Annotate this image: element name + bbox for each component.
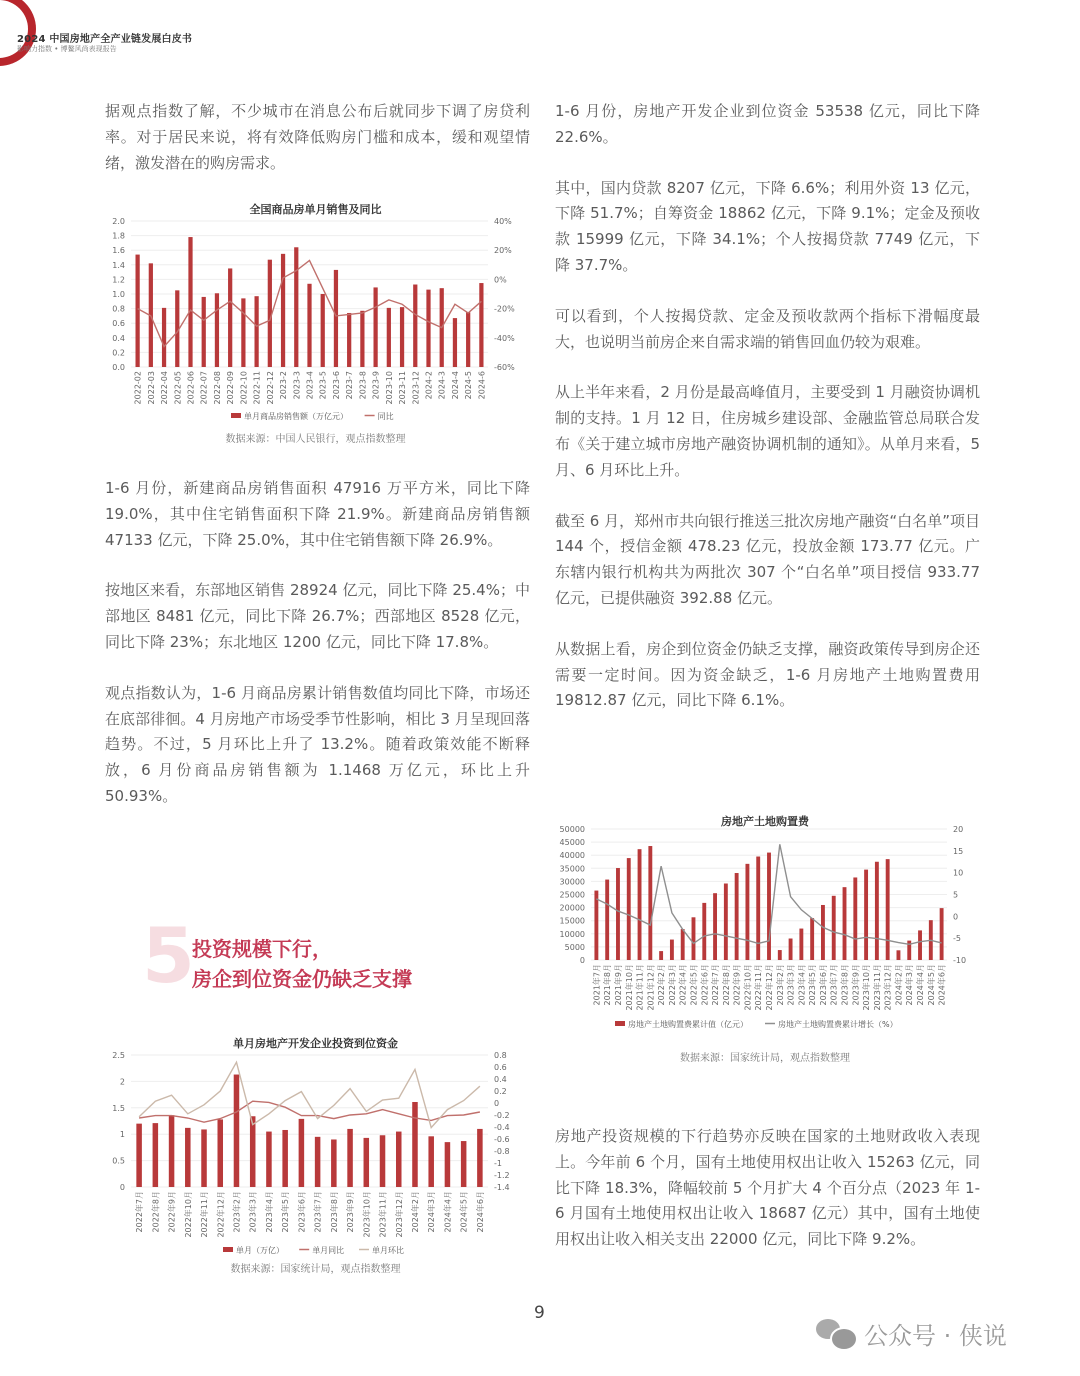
bar: [843, 887, 847, 960]
y-tick-left: 1.5: [112, 1103, 125, 1113]
bar: [250, 1116, 256, 1187]
chart-sales-svg: [103, 193, 528, 425]
x-tick: 2021年12月: [646, 964, 656, 1011]
bar: [940, 908, 944, 960]
bar: [294, 247, 298, 367]
x-tick: 2024年2月: [410, 1191, 420, 1233]
paragraph: 1-6 月份，新建商品房销售面积 47916 万平方米，同比下降 19.0%，其中住宅销售面积下降 21.9%。新建商品房销售额 47133 亿元，下降 25.0%，其中住宅销售额下降 26.9%。: [105, 479, 530, 549]
y-tick-right: 0: [953, 912, 959, 922]
x-tick: 2022-09: [226, 371, 236, 405]
bar: [832, 896, 836, 960]
y-tick-right: 40%: [494, 217, 512, 226]
x-tick: 2023年2月: [775, 964, 785, 1006]
legend-label: 单月环比: [372, 1246, 404, 1255]
x-tick: 2023年9月: [346, 1191, 356, 1233]
bar: [202, 297, 206, 367]
x-tick: 2022-06: [186, 371, 196, 405]
x-tick: 2023年9月: [851, 964, 861, 1006]
legend-swatch: [615, 1021, 625, 1026]
y-tick-left: 2.5: [112, 1051, 125, 1060]
x-tick: 2024年5月: [459, 1191, 469, 1233]
x-tick: 2023年3月: [248, 1191, 258, 1233]
x-tick: 2023年5月: [808, 964, 818, 1006]
watermark: [816, 1316, 1007, 1351]
y-tick-left: 0.8: [112, 304, 125, 314]
x-tick: 2023年7月: [313, 1191, 323, 1233]
y-tick-right: -1: [494, 1159, 502, 1168]
bar: [185, 1128, 191, 1187]
bar: [616, 868, 620, 960]
x-tick: 2022年5月: [689, 964, 699, 1006]
y-tick-right: -1.2: [494, 1171, 510, 1180]
x-tick: 2023-8: [358, 371, 368, 400]
section-title-line1: 投资规模下行，: [192, 937, 332, 961]
chart-land-svg: [555, 805, 975, 1035]
y-tick-left: 5000: [564, 942, 585, 952]
bar: [659, 951, 663, 960]
page-number: 9: [534, 1303, 545, 1323]
x-tick: 2022年10月: [183, 1191, 193, 1238]
chart-sales-source: 数据来源：中国人民银行，观点指数整理: [225, 434, 406, 445]
bar: [347, 313, 351, 367]
x-tick: 2024年3月: [905, 964, 915, 1006]
x-tick: 2023-7: [345, 371, 355, 400]
bar: [234, 1075, 240, 1187]
bar: [373, 287, 377, 367]
y-tick-left: 1: [119, 1130, 125, 1140]
x-tick: 2023年10月: [862, 964, 872, 1011]
x-tick: 2024-5: [464, 371, 474, 400]
y-tick-right: 10: [953, 868, 964, 878]
y-tick-right: 5: [953, 890, 959, 900]
legend-swatch: [231, 413, 241, 418]
y-tick-left: 1.4: [112, 260, 125, 270]
x-tick: 2023年11月: [378, 1191, 388, 1238]
y-tick-left: 45000: [559, 838, 585, 848]
bar: [864, 870, 868, 960]
y-tick-left: 1.6: [112, 246, 125, 256]
bar: [136, 1124, 142, 1187]
x-tick: 2023年4月: [797, 964, 807, 1006]
bar: [461, 1141, 467, 1187]
bar: [266, 1132, 272, 1187]
x-tick: 2023年6月: [297, 1191, 307, 1233]
y-tick-left: 25000: [559, 890, 585, 900]
paragraph: 据观点指数了解，不少城市在消息公布后就同步下调了房贷利率。对于居民来说，将有效降低购房门槛和成本，缓和观望情绪，激发潜在的购房需求。: [105, 102, 530, 172]
x-tick: 2022年10月: [743, 964, 753, 1011]
y-tick-right: -0.8: [494, 1147, 510, 1156]
paragraph: 从数据上看，房企到位资金仍缺乏支撑，融资政策传导到房企还需要一定时间。因为资金缺乏，1-6 月房地产土地购置费用 19812.87 亿元，同比下降 6.1%。: [555, 639, 980, 710]
bar: [331, 1139, 337, 1187]
bar: [692, 917, 696, 960]
y-tick-right: -5: [953, 934, 961, 944]
legend-label: 单月（万亿）: [236, 1246, 284, 1255]
x-tick: 2023-4: [305, 371, 315, 400]
x-tick: 2023-9: [371, 371, 381, 400]
x-tick: 2022年7月: [135, 1191, 145, 1233]
chart-funds: [103, 1027, 528, 1259]
bar: [315, 1137, 321, 1187]
y-tick-right: 0.4: [494, 1075, 507, 1084]
x-tick: 2023-10: [384, 371, 394, 405]
bar: [188, 237, 192, 367]
x-tick: 2021年7月: [592, 964, 602, 1006]
y-tick-left: 40000: [559, 851, 585, 861]
bar: [413, 285, 417, 367]
bar: [745, 864, 749, 960]
bar: [638, 849, 642, 960]
bar: [396, 1132, 402, 1187]
x-tick: 2023年7月: [829, 964, 839, 1006]
bar: [724, 883, 728, 960]
bar: [466, 312, 470, 367]
x-tick: 2022-12: [265, 371, 275, 405]
x-tick: 2022-03: [146, 371, 156, 405]
chart-sales: [103, 193, 528, 425]
y-tick-left: 0.2: [112, 348, 125, 358]
bar: [453, 318, 457, 367]
y-tick-right: 20%: [494, 246, 512, 256]
bar: [778, 950, 782, 960]
bar: [228, 268, 232, 367]
bar: [169, 1115, 175, 1187]
x-tick: 2024-3: [437, 371, 447, 400]
y-tick-left: 0.0: [112, 363, 125, 372]
y-tick-left: 0: [119, 1183, 125, 1192]
x-tick: 2022-04: [160, 371, 170, 405]
x-tick: 2022年6月: [700, 964, 710, 1006]
bar: [594, 891, 598, 960]
x-tick: 2021年11月: [635, 964, 645, 1011]
y-tick-left: 1.0: [112, 290, 125, 299]
bar: [627, 858, 631, 960]
x-tick: 2023年3月: [786, 964, 796, 1006]
y-tick-left: 0.6: [112, 319, 125, 329]
x-tick: 2023年12月: [394, 1191, 404, 1238]
x-tick: 2023年2月: [232, 1191, 242, 1233]
bar: [321, 294, 325, 367]
legend-swatch: [223, 1247, 233, 1252]
y-tick-left: 1.8: [112, 231, 125, 241]
bar: [821, 905, 825, 960]
paragraph: 房地产投资规模的下行趋势亦反映在国家的土地财政收入表现上。今年前 6 个月，国有土地使用权出让收入 15263 亿元，同比下降 18.3%，降幅较前 5 个月扩大 4 个百分点（2023 年 1-6 月国有土地使用权出让收入 18687 亿元）其中，国有土地使用权出让收入相关支出 22000 亿元，同比下降 9.2%。: [555, 1127, 980, 1249]
bar: [347, 1129, 353, 1187]
left-column-top: [105, 99, 530, 201]
bar: [215, 293, 219, 367]
x-tick: 2024-2: [424, 371, 434, 400]
paragraph: 其中，国内贷款 8207 亿元，下降 6.6%；利用外资 13 亿元，下降 51.7%；自筹资金 18862 亿元，下降 9.1%；定金及预收款 15999 亿元，下降 34.1%；个人按揭贷款 7749 亿元，下降 37.7%。: [555, 178, 980, 274]
bar: [364, 1138, 370, 1187]
y-tick-left: 10000: [559, 929, 585, 939]
bar: [756, 857, 760, 960]
legend-label: 单月同比: [312, 1246, 345, 1255]
y-tick-left: 2.0: [112, 217, 125, 226]
bar: [307, 284, 311, 367]
x-tick: 2022年8月: [151, 1191, 161, 1233]
x-tick: 2022-02: [133, 371, 143, 405]
y-tick-right: -60%: [494, 363, 515, 372]
bar: [360, 311, 364, 367]
paragraph: 从上半年来看，2 月份是最高峰值月，主要受到 1 月融资协调机制的支持。1 月 12 日，住房城乡建设部、金融监管总局联合发布《关于建立城市房地产融资协调机制的通知》。从单月来看，5 月、6 月环比上升。: [555, 383, 980, 479]
chart-title: 单月房地产开发企业投资到位资金: [233, 1037, 398, 1050]
right-column-top: [555, 99, 980, 739]
chart-funds-source: 数据来源：国家统计局，观点指数整理: [230, 1264, 401, 1275]
bar: [162, 308, 166, 367]
bar: [281, 254, 285, 367]
bar: [477, 1129, 483, 1187]
x-tick: 2021年10月: [624, 964, 634, 1011]
bar: [789, 939, 793, 960]
x-tick: 2023年5月: [281, 1191, 291, 1233]
section-number: 5: [142, 911, 195, 1000]
bar: [670, 940, 674, 960]
bar: [334, 270, 338, 367]
x-tick: 2023-3: [292, 371, 302, 400]
x-tick: 2023-2: [279, 371, 289, 400]
legend-label: 同比: [377, 412, 394, 421]
y-tick-right: 0%: [494, 275, 507, 285]
y-tick-right: 0.2: [494, 1087, 507, 1096]
y-tick-left: 0.4: [112, 333, 125, 343]
bar: [681, 929, 685, 960]
bar: [135, 255, 139, 367]
bar: [479, 283, 483, 367]
bar: [713, 893, 717, 960]
x-tick: 2022年4月: [678, 964, 688, 1006]
bar: [380, 1135, 386, 1187]
x-tick: 2023-11: [398, 371, 408, 405]
wechat-icon: [816, 1319, 856, 1349]
paragraph: 观点指数认为，1-6 月商品房累计销售数值均同比下降，市场还在底部徘徊。4 月房地产市场受季节性影响，相比 3 月呈现回落趋势。不过，5 月环比上升了 13.2%。随着政策效能不断释放，6 月份商品房销售额为 1.1468 万亿元，环比上升 50.93%。: [105, 683, 530, 805]
chart-title: 全国商品房单月销售及同比: [249, 203, 382, 216]
x-tick: 2024年6月: [475, 1191, 485, 1233]
x-tick: 2024年4月: [916, 964, 926, 1006]
x-tick: 2023年11月: [872, 964, 882, 1011]
x-tick: 2024年2月: [894, 964, 904, 1006]
y-tick-right: -0.6: [494, 1135, 510, 1144]
x-tick: 2023-5: [318, 371, 328, 400]
x-tick: 2023年12月: [883, 964, 893, 1011]
y-tick-right: -20%: [494, 304, 515, 314]
x-tick: 2024年5月: [926, 964, 936, 1006]
x-tick: 2022年12月: [216, 1191, 226, 1238]
legend-label: 房地产土地购置费累计增长（%）: [778, 1020, 898, 1029]
x-tick: 2022年12月: [765, 964, 774, 1011]
bar: [897, 950, 901, 960]
y-tick-left: 15000: [559, 916, 585, 926]
x-tick: 2023年8月: [329, 1191, 339, 1233]
y-tick-left: 50000: [559, 825, 585, 834]
x-tick: 2023年8月: [840, 964, 850, 1006]
bar: [412, 1102, 418, 1187]
chart-title: 房地产土地购置费: [721, 815, 809, 828]
bar: [299, 1119, 305, 1187]
x-tick: 2022年2月: [657, 964, 667, 1006]
x-tick: 2024年6月: [937, 964, 947, 1006]
x-tick: 2021年9月: [613, 964, 623, 1006]
bar: [254, 296, 258, 367]
bar: [428, 1136, 434, 1187]
y-tick-right: -0.4: [494, 1123, 510, 1132]
chart-funds-svg: [103, 1027, 528, 1259]
bar: [853, 877, 857, 960]
x-tick: 2023-12: [411, 371, 421, 405]
x-tick: 2024-4: [450, 371, 460, 400]
y-tick-right: -10: [953, 956, 967, 965]
y-tick-right: 0.8: [494, 1051, 507, 1060]
bar: [282, 1130, 288, 1187]
bar: [445, 1142, 451, 1187]
y-tick-left: 30000: [559, 877, 585, 887]
y-tick-right: 0: [494, 1099, 500, 1108]
y-tick-right: -1.4: [494, 1183, 510, 1192]
header-title: 2024 中国房地产全产业链发展白皮书: [17, 34, 193, 45]
legend-label: 房地产土地购置费累计值（亿元）: [628, 1020, 748, 1029]
bar: [767, 853, 771, 960]
y-tick-right: 15: [953, 846, 964, 856]
x-tick: 2022年8月: [721, 964, 731, 1006]
paragraph: 按地区来看，东部地区销售 28924 亿元，同比下降 25.4%；中部地区 8481 亿元，同比下降 26.7%；西部地区 8528 亿元，同比下降 23%；东北地区 1200 亿元，同比下降 17.8%。: [105, 581, 530, 651]
paragraph: 截至 6 月，郑州市共向银行推送三批次房地产融资“白名单”项目 144 个，授信金额 478.23 亿元，投放金额 173.77 亿元。广东辖内银行机构共为两批次 307 个“白名单”项目授信 933.77 亿元，已提供融资 392.88 亿元。: [555, 511, 980, 607]
x-tick: 2022-11: [252, 371, 262, 405]
x-tick: 2023年10月: [362, 1191, 372, 1238]
left-column-middle: [105, 476, 530, 835]
bar: [886, 859, 890, 960]
y-tick-right: 20: [953, 825, 964, 834]
x-tick: 2024年3月: [427, 1191, 437, 1233]
bar: [241, 298, 245, 367]
x-tick: 2023-6: [331, 371, 341, 400]
y-tick-left: 0.5: [112, 1156, 125, 1166]
x-tick: 2022年7月: [711, 964, 721, 1006]
x-tick: 2024年4月: [443, 1191, 453, 1233]
x-tick: 2022-05: [173, 371, 183, 405]
y-tick-right: -40%: [494, 333, 515, 343]
x-tick: 2022年9月: [167, 1191, 177, 1233]
bar: [875, 862, 879, 960]
x-tick: 2022年9月: [732, 964, 742, 1006]
x-tick: 2022年11月: [754, 964, 764, 1011]
bar: [217, 1119, 223, 1187]
bar: [810, 918, 814, 960]
section-title-line2: 房企到位资金仍缺乏支撑: [192, 967, 412, 991]
section-title: [192, 934, 412, 994]
chart-land: [555, 805, 975, 1035]
x-tick: 2023年6月: [818, 964, 828, 1006]
paragraph: 1-6 月份，房地产开发企业到位资金 53538 亿元，同比下降 22.6%。: [555, 102, 980, 146]
y-tick-right: -0.2: [494, 1111, 510, 1120]
legend-label: 单月商品房销售额（万亿元）: [244, 412, 348, 421]
bar: [918, 930, 922, 960]
bar: [400, 307, 404, 367]
x-tick: 2022-07: [199, 371, 209, 405]
chart-land-source: 数据来源：国家统计局，观点指数整理: [680, 1053, 850, 1064]
x-tick: 2022-10: [239, 371, 249, 405]
series-line: [139, 1062, 480, 1127]
y-tick-left: 0: [579, 956, 585, 965]
y-tick-left: 35000: [559, 864, 585, 874]
bar: [605, 880, 609, 960]
header-subtitle: 影响力指数 • 博鳌风尚表现报告: [17, 45, 117, 53]
paragraph: 可以看到，个人按揭贷款、定金及预收款两个指标下滑幅度最大，也说明当前房企来自需求端的销售回血仍较为艰难。: [555, 306, 980, 351]
x-tick: 2021年8月: [603, 964, 613, 1006]
bar: [735, 873, 739, 960]
bar: [387, 308, 391, 367]
bar: [648, 846, 652, 960]
bar: [702, 903, 706, 960]
x-tick: 2024-6: [477, 371, 487, 400]
y-tick-left: 1.2: [112, 275, 125, 285]
y-tick-left: 2: [119, 1077, 125, 1087]
watermark-text: 公众号 · 侠说: [864, 1322, 1007, 1350]
right-column-bottom: [555, 1124, 980, 1278]
bar: [201, 1129, 207, 1187]
x-tick: 2023年4月: [264, 1191, 274, 1233]
bar: [426, 290, 430, 367]
y-tick-left: 20000: [559, 903, 585, 913]
bar: [153, 1123, 159, 1187]
x-tick: 2022年3月: [667, 964, 677, 1006]
x-tick: 2022年11月: [200, 1191, 210, 1238]
y-tick-right: 0.6: [494, 1063, 507, 1072]
x-tick: 2022-08: [212, 371, 222, 405]
bar: [799, 929, 803, 960]
